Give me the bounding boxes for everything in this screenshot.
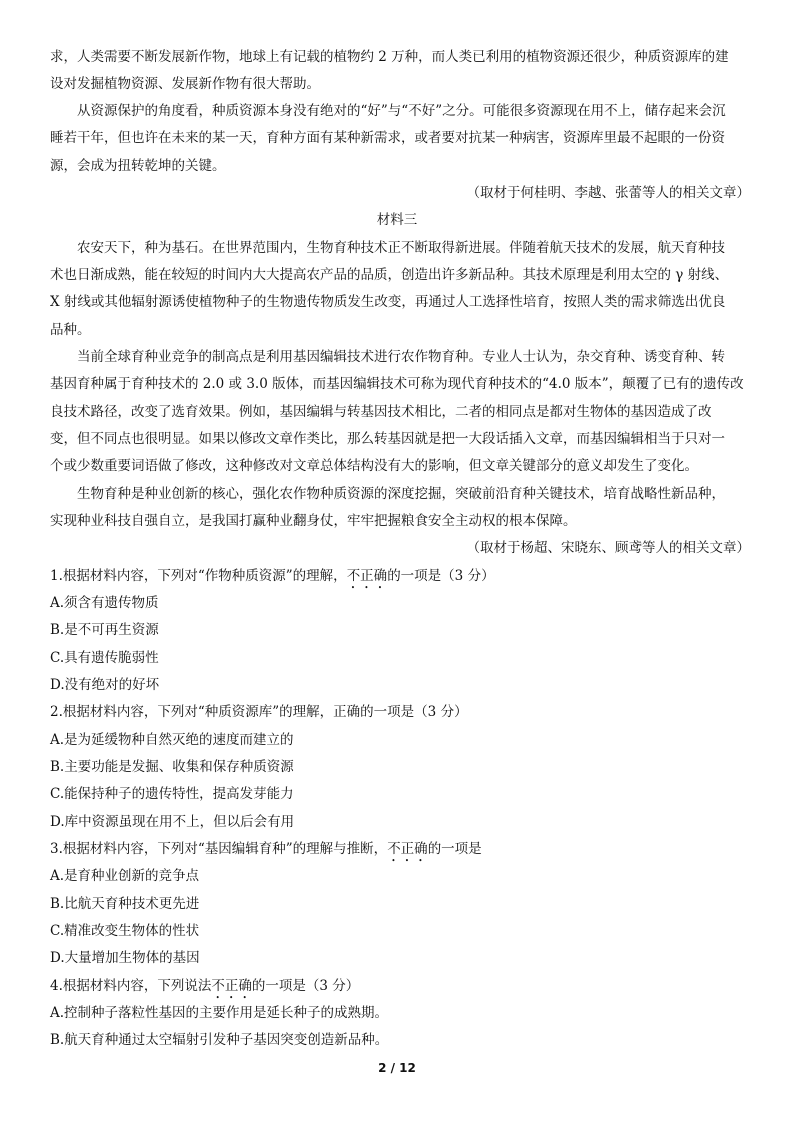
paragraph-line: 实现种业科技自强自立，是我国打赢种业翻身仗，牢牢把握粮食安全主动权的根本保障。 bbox=[50, 513, 577, 529]
paragraph-line: 从资源保护的角度看，种质资源本身没有绝对的“好”与“不好”之分。可能很多资源现在用不上，储存起来会沉 bbox=[77, 103, 726, 119]
section-title: 材料三 bbox=[376, 212, 418, 228]
answer-option: C.精准改变生物体的性状 bbox=[50, 923, 200, 939]
answer-option: B.比航天育种技术更先进 bbox=[50, 896, 200, 912]
answer-option: A.控制种子落粒性基因的主要作用是延长种子的成熟期。 bbox=[50, 1005, 389, 1021]
paragraph-line: 睡若干年，但也许在未来的某一天，育种方面有某种新需求，或者要对抗某一种病害，资源库里最不起眼的一份资 bbox=[50, 130, 725, 146]
paragraph-line: 变，但不同点也很明显。如果以修改文章作类比，那么转基因就是把一大段话插入文章，而基因编辑相当于只对一 bbox=[50, 431, 725, 447]
paragraph-line: 术也日渐成熟，能在较短的时间内大大提高农产品的品质，创造出许多新品种。其技术原理是利用太空的 γ 射线、 bbox=[50, 267, 729, 283]
question-stem bbox=[50, 977, 750, 1002]
paragraph-line: 求，人类需要不断发展新作物，地球上有记载的植物约 2 万种，而人类已利用的植物资源还很少，种质资源库的建 bbox=[50, 49, 729, 65]
answer-option: C.具有遗传脆弱性 bbox=[50, 650, 159, 666]
paragraph-line: 生物育种是种业创新的核心，强化农作物种质资源的深度挖掘，突破前沿育种关键技术，培育战略性新品种， bbox=[77, 486, 725, 502]
page-number: 2 / 12 bbox=[378, 1061, 416, 1075]
stem-text: 3.根据材料内容，下列对“基因编辑育种”的理解与推断， bbox=[50, 841, 388, 857]
stem-text: 4.根据材料内容，下列说法 bbox=[50, 978, 212, 994]
answer-option: D.大量增加生物体的基因 bbox=[50, 950, 200, 966]
paragraph-line: 个或少数重要词语做了修改，这种修改对文章总体结构没有大的影响，但文章关键部分的意义却发生了变化。 bbox=[50, 458, 698, 474]
emphasized-word: 不正确 bbox=[211, 978, 252, 994]
paragraph-line: 基因育种属于育种技术的 2.0 或 3.0 版体，而基因编辑技术可称为现代育种技术的“4.0 版本”，颠覆了已有的遗传改 bbox=[50, 376, 744, 392]
answer-option: C.能保持种子的遗传特性，提高发芽能力 bbox=[50, 786, 294, 802]
answer-option: A.是为延缓物种自然灭绝的速度而建立的 bbox=[50, 732, 294, 748]
source-citation: （取材于杨超、宋晓东、顾鸢等人的相关文章） bbox=[466, 540, 750, 556]
paragraph-line: 设对发掘植物资源、发展新作物有很大帮助。 bbox=[50, 76, 320, 92]
answer-option: A.须含有遗传物质 bbox=[50, 595, 159, 611]
paragraph-line: 源，会成为扭转乾坤的关键。 bbox=[50, 158, 226, 174]
paragraph-line: X 射线或其他辐射源诱使植物种子的生物遗传物质发生改变，再通过人工选择性培育，按照人类的需求筛选出优良 bbox=[50, 294, 726, 310]
paragraph-line: 良技术路径，改变了选育效果。例如，基因编辑与转基因技术相比，二者的相同点是都对生物体的基因造成了改 bbox=[50, 404, 712, 420]
answer-option: B.主要功能是发掘、收集和保存种质资源 bbox=[50, 759, 294, 775]
paragraph-line: 农安天下，种为基石。在世界范围内，生物育种技术正不断取得新进展。伴随着航天技术的发展，航天育种技 bbox=[77, 240, 725, 256]
stem-text: 1.根据材料内容，下列对“作物种质资源”的理解， bbox=[50, 568, 347, 584]
stem-text: 的一项是 bbox=[427, 841, 482, 857]
stem-text: 的一项是（3 分） bbox=[387, 568, 495, 584]
question-stem bbox=[50, 703, 750, 721]
question-stem bbox=[50, 840, 750, 865]
paragraph-line: 当前全球育种业竞争的制高点是利用基因编辑技术进行农作物育种。专业人士认为，杂交育种、诱变育种、转 bbox=[77, 349, 725, 365]
stem-text: 的一项是（3 分） bbox=[251, 978, 360, 994]
answer-option: B.是不可再生资源 bbox=[50, 622, 159, 638]
emphasized-word: 不正确 bbox=[387, 841, 428, 857]
source-citation: （取材于何桂明、李越、张蕾等人的相关文章） bbox=[466, 185, 750, 201]
question-stem bbox=[50, 567, 750, 592]
answer-option: A.是育种业创新的竞争点 bbox=[50, 868, 200, 884]
answer-option: B.航天育种通过太空辐射引发种子基因突变创造新品种。 bbox=[50, 1032, 389, 1048]
answer-option: D.没有绝对的好坏 bbox=[50, 677, 160, 693]
stem-text: 2.根据材料内容，下列对“种质资源库”的理解，正确的一项是（3 分） bbox=[50, 704, 468, 720]
paragraph-line: 品种。 bbox=[50, 322, 91, 338]
answer-option: D.库中资源虽现在用不上，但以后会有用 bbox=[50, 814, 295, 830]
emphasized-word: 不正确 bbox=[346, 568, 388, 584]
